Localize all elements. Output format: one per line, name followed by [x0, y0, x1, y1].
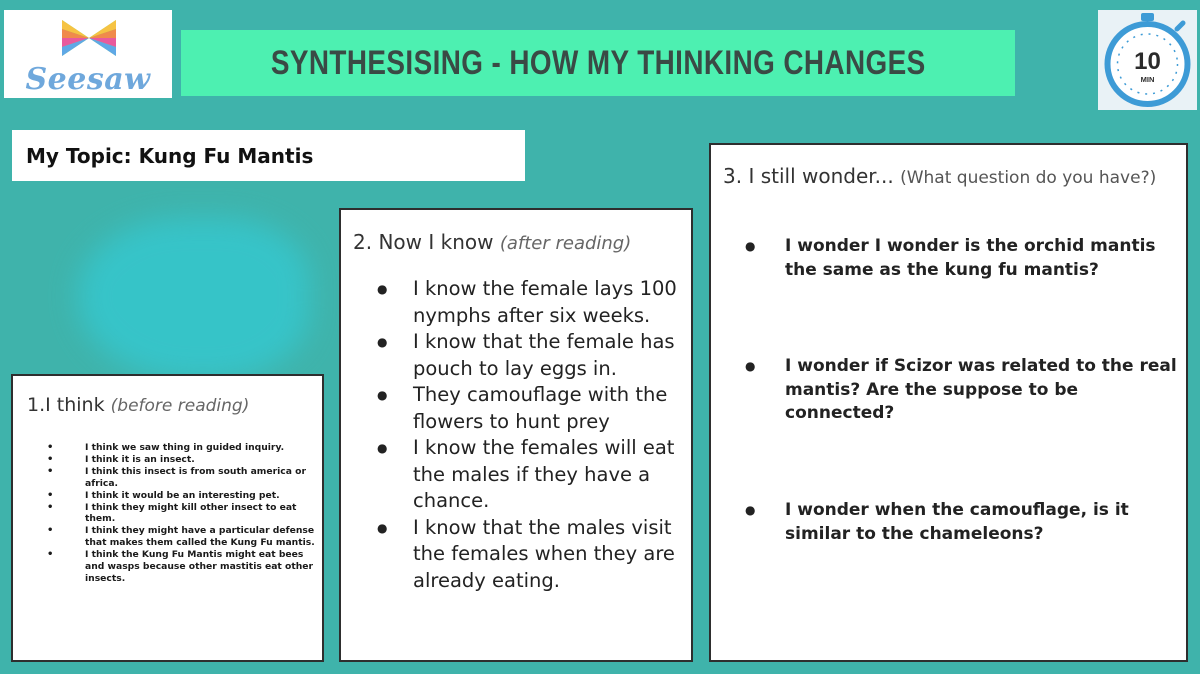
timer-number: 10	[1134, 48, 1161, 75]
now-i-know-card[interactable]	[339, 208, 693, 662]
i-think-card[interactable]	[11, 374, 324, 662]
bullet-list	[355, 276, 691, 594]
heading-note: (What question do you have?)	[900, 168, 1157, 188]
card-heading	[27, 394, 249, 416]
timer-unit: MIN	[1140, 75, 1155, 84]
list-item: ● I know that the males visit the females when they are already eating.	[355, 515, 691, 595]
heading-text: 1.I think	[27, 394, 105, 416]
card-heading	[723, 163, 1163, 191]
heading-text: 3. I still wonder...	[723, 164, 894, 188]
list-item: • I think this insect is from south america or africa.	[31, 466, 317, 490]
logo-wordmark: Seesaw	[25, 62, 151, 97]
title-banner	[181, 30, 1015, 96]
still-wonder-card[interactable]	[709, 143, 1188, 662]
heading-note: (after reading)	[499, 233, 632, 254]
timer-icon	[1098, 10, 1197, 110]
list-item: • I think they might kill other insect to eat them.	[31, 502, 317, 526]
paint-smudge	[78, 218, 310, 380]
seesaw-logo	[4, 10, 172, 98]
list-item: • I think the Kung Fu Mantis might eat bees and wasps because other mastitis eat other insects.	[31, 549, 317, 585]
list-item: ● I wonder when the camouflage, is it similar to the chameleons?	[785, 499, 1185, 546]
list-item: • I think they might have a particular defense that makes them called the Kung Fu mantis.	[31, 525, 317, 549]
bowtie-icon	[60, 18, 118, 60]
list-item: ● I know that the female has pouch to lay eggs in.	[355, 329, 691, 382]
list-item: ● They camouflage with the flowers to hunt prey	[355, 382, 691, 435]
topic-box[interactable]	[12, 130, 525, 181]
list-item: ● I wonder if Scizor was related to the real mantis? Are the suppose to be connected?	[785, 355, 1185, 426]
card-heading	[353, 230, 631, 254]
page-title: SYNTHESISING - HOW MY THINKING CHANGES	[270, 43, 926, 82]
heading-note: (before reading)	[110, 396, 250, 416]
list-item: • I think we saw thing in guided inquiry.	[31, 442, 317, 454]
heading-text: 2. Now I know	[353, 230, 494, 254]
bullet-list	[31, 442, 317, 585]
list-item: ● I know the female lays 100 nymphs after six weeks.	[355, 276, 691, 329]
list-item: ● I know the females will eat the males if they have a chance.	[355, 435, 691, 515]
list-item: ● I wonder I wonder is the orchid mantis the same as the kung fu mantis?	[785, 235, 1185, 282]
list-item: • I think it is an insect.	[31, 454, 317, 466]
list-item: • I think it would be an interesting pet.	[31, 490, 317, 502]
timer-widget	[1098, 10, 1197, 110]
topic-label: My Topic: Kung Fu Mantis	[26, 143, 314, 168]
